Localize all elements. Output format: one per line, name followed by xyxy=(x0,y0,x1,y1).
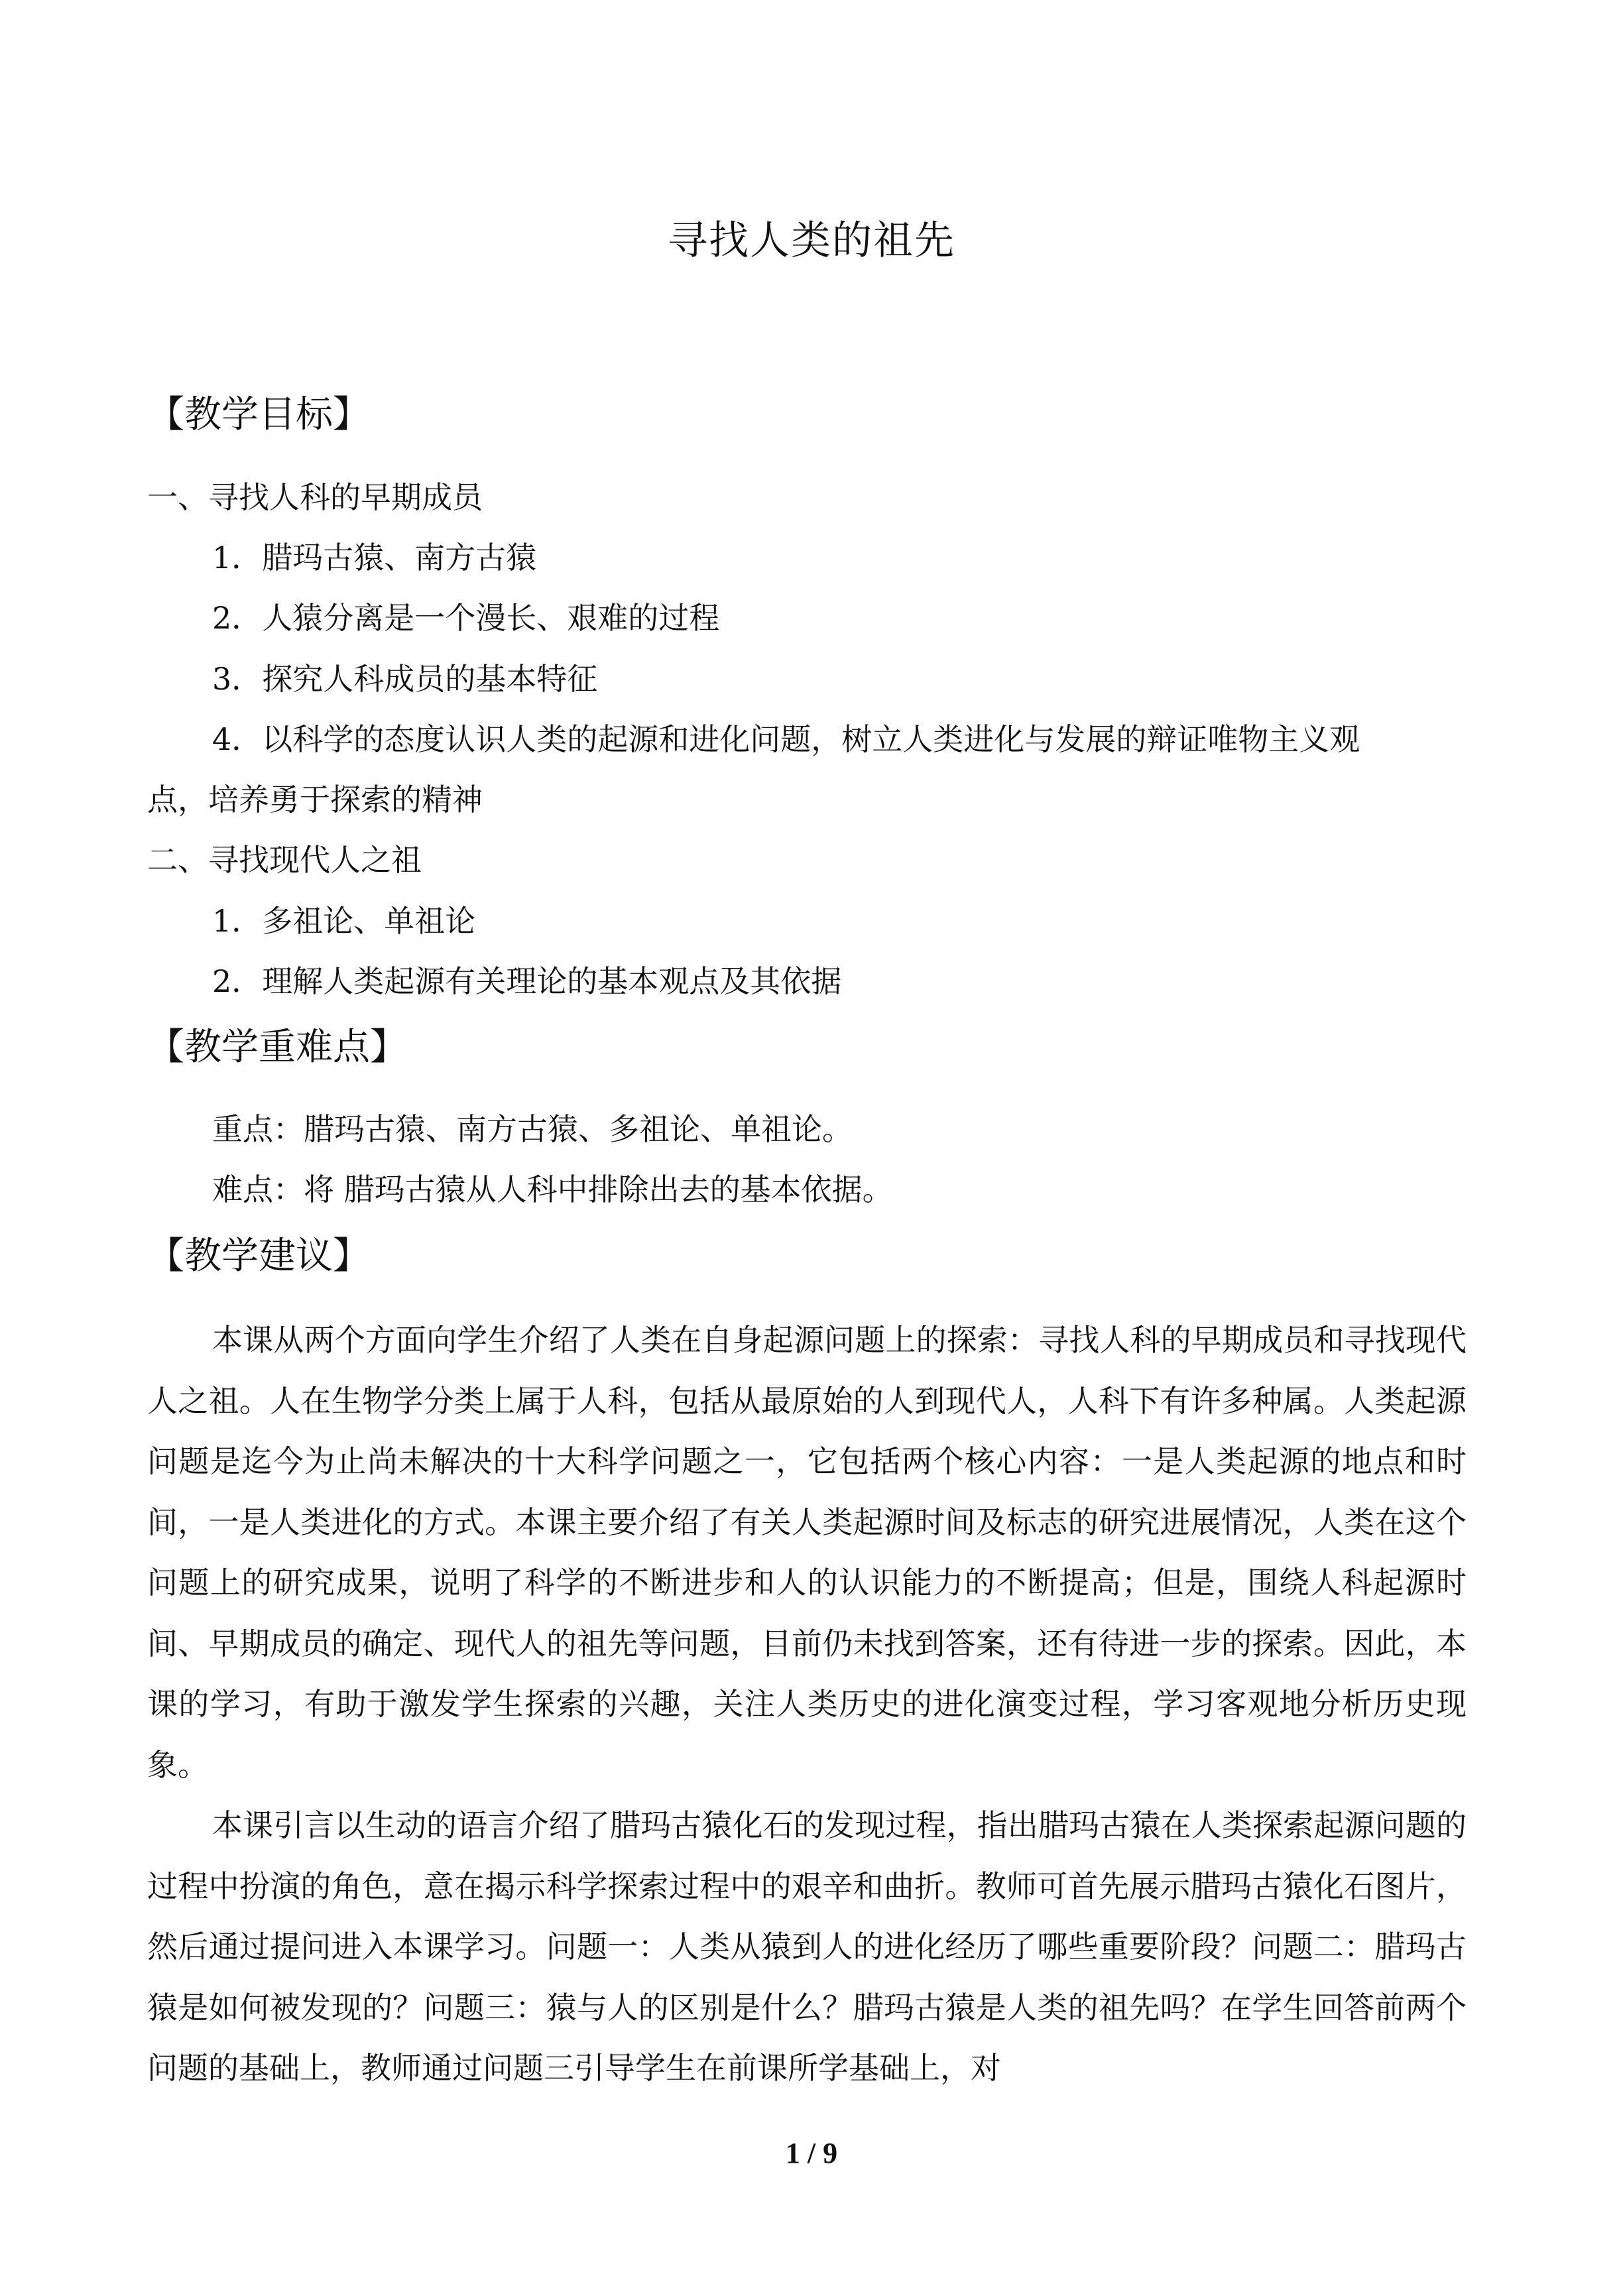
objectives-part2-item: 1．多祖论、单祖论 xyxy=(212,903,476,939)
section-heading-key-points: 【教学重难点】 xyxy=(147,1026,407,1069)
key-point-focus: 重点：腊玛古猿、南方古猿、多祖论、单祖论。 xyxy=(212,1111,853,1147)
suggestion-paragraph-2: 本课引言以生动的语言介绍了腊玛古猿化石的发现过程，指出腊玛古猿在人类探索起源问题的过程中扮演的角色，意在揭示科学探索过程中的艰辛和曲折。教师可首先展示腊玛古猿化石图片，然后通过提问进入本课学习。问题一：人类从猿到人的进化经历了哪些重要阶段？问题二：腊玛古猿是如何被发现的？问题三：猿与人的区别是什么？腊玛古猿是人类的祖先吗？在学生回答前两个问题的基础上，教师通过问题三引导学生在前课所学基础上，对 xyxy=(147,1807,1467,2086)
objectives-part1-heading: 一、寻找人科的早期成员 xyxy=(147,479,483,515)
objectives-part1-item: 3．探究人科成员的基本特征 xyxy=(212,661,598,697)
objectives-part1-item-continued: 点，培养勇于探索的精神 xyxy=(147,782,483,817)
objectives-part1-item: 1．腊玛古猿、南方古猿 xyxy=(212,540,537,575)
section-heading-objectives: 【教学目标】 xyxy=(147,393,370,436)
document-title: 寻找人类的祖先 xyxy=(668,217,955,264)
section-heading-suggestions: 【教学建议】 xyxy=(147,1235,370,1278)
suggestion-paragraph-1: 本课从两个方面向学生介绍了人类在自身起源问题上的探索：寻找人科的早期成员和寻找现代人之祖。人在生物学分类上属于人科，包括从最原始的人到现代人，人科下有许多种属。人类起源问题是迄今为止尚未解决的十大科学问题之一，它包括两个核心内容：一是人类起源的地点和时间，一是人类进化的方式。本课主要介绍了有关人类起源时间及标志的研究进展情况，人类在这个问题上的研究成果，说明了科学的不断进步和人的认识能力的不断提高；但是，围绕人科起源时间、早期成员的确定、现代人的祖先等问题，目前仍未找到答案，还有待进一步的探索。因此，本课的学习，有助于激发学生探索的兴趣，关注人类历史的进化演变过程，学习客观地分析历史现象。 xyxy=(147,1322,1467,1783)
objectives-part2-heading: 二、寻找现代人之祖 xyxy=(147,842,422,878)
page-number: 1 / 9 xyxy=(785,2137,838,2169)
objectives-part2-item: 2．理解人类起源有关理论的基本观点及其依据 xyxy=(212,963,842,999)
objectives-part1-item: 2．人猿分离是一个漫长、艰难的过程 xyxy=(212,600,720,636)
key-point-difficulty: 难点：将 腊玛古猿从人科中排除出去的基本依据。 xyxy=(212,1172,893,1207)
objectives-part1-item: 4．以科学的态度认识人类的起源和进化问题，树立人类进化与发展的辩证唯物主义观 xyxy=(212,721,1360,757)
